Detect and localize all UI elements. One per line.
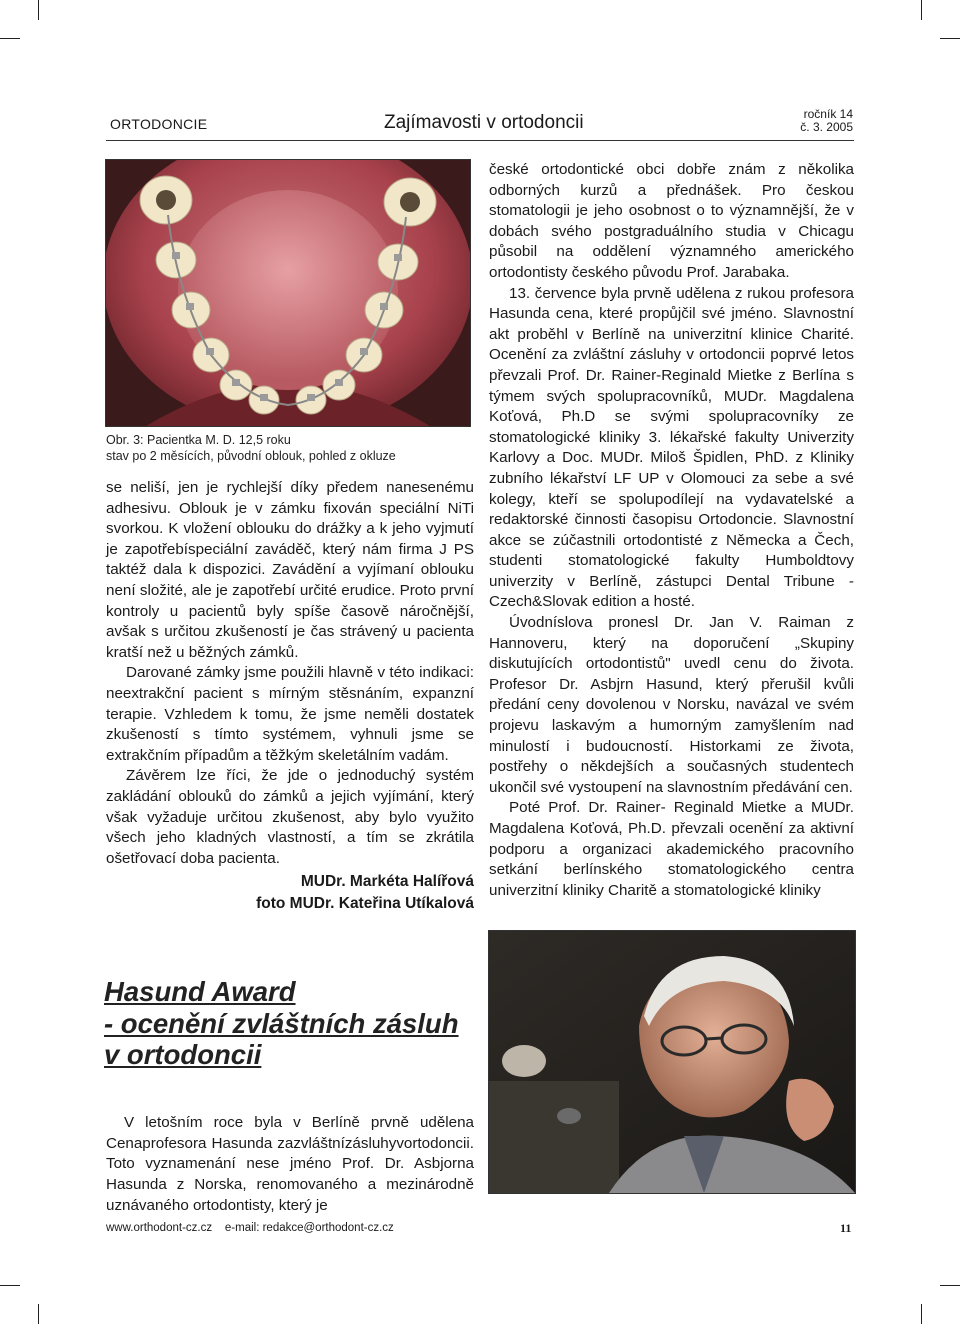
crop-mark <box>940 38 960 39</box>
heading-line: - ocenění zvláštních zásluh <box>104 1007 459 1039</box>
dental-photo <box>105 159 471 427</box>
heading-line: v ortodoncii <box>104 1039 262 1070</box>
figure-caption <box>106 432 476 464</box>
page-title: Zajímavosti v ortodoncii <box>384 112 584 133</box>
website-link[interactable]: www.orthodont-cz.cz <box>106 1222 213 1234</box>
paragraph: se neliší, jen je rychlejší díky předem nanesenému adhesivu. Oblouk je v zámku fixován speciální NiTi svorkou. K vložení oblouku do drážky a k jeho vyjmutí je zapotřebíspeciální zaváděč, který nám firma J PS taktéž dala k dispozici. Zavádění a vyjímaní oblouku není složité, ale je zapotřebí určité erudice. Proto první kontroly u pacientů byly spíše časově náročnější, avšak s určitou zkušeností je čas strávený u pacienta kratší než u běžných zámků. <box>106 479 474 661</box>
email-link[interactable]: e-mail: redakce@orthodont-cz.cz <box>224 1222 394 1234</box>
page-header <box>108 104 853 138</box>
paragraph: Poté Prof. Dr. Rainer- Reginald Mietke a MUDr. Magdalena Koťová, Ph.D. převzali ocenění za aktivní podporu a organizaci akademického pracovního setkání berlínského stomatologického centra univerzitní kliniky Charitě a stomatologické kliniky <box>489 799 854 899</box>
paragraph: 13. července byla prvně udělena z rukou profesora Hasunda cena, které propůjčil své jméno. Slavnostní akt proběhl v Berlíně na univerzitní klinice Charité. Ocenění za zvláštní zásluhy v ortodoncii poprvé letos převzali Prof. Dr. Rainer-Reginald Mietke z Berlína s týmem svých spolupracovníků, MUDr. Magdalena Koťová, Ph.D se svými spolupracovníky ze stomatologické kliniky 3. lékařské fakulty Univerzity Karlovy a Doc. MUDr. Miloš Špidlen, PhD. z Kliniky zubního lékařství LF UP v Olomouci za sebe a své kolegy, kteří se spolupodílejí na vydavatelské a redaktorské činnosti časopisu Ortodoncie. Slavnostní akce se zúčastnili ortodontisté z Německa a Čech, studenti stomatologické fakulty Humboldtovy univerzity v Berlíně, zástupci Dental Tribune - Czech&Slovak edition a hosté. <box>489 284 854 611</box>
paragraph: české ortodontické obci dobře znám z několika odborných kurzů a přednášek. Pro českou stomatologii je jeho osobnost o to významnější, že v dobách svého postgraduálního studia v Chicagu působil na oddělení významného amerického ortodontisty českého původu Prof. Jarabaka. <box>489 161 854 281</box>
crop-mark <box>921 1304 922 1324</box>
right-column <box>489 160 854 901</box>
paragraph: Úvodnísl‌ova pronesl Dr. Jan V. Raiman z Hannoveru, který na doporučení „Skupiny diskutujících ortodontistů" uvedl cenu do života. Profesor Dr. Asbjrn Hasund, který přerušil kvůli předání ceny dovolenou v Norsku, navázal ve svém projevu laskavým a humorným zamyšlením nad minulostí i budoucností. Historkami ze života, postřehy o někdejších a současných studentech ukončil své vystoupení na slavnostním předávání cen. <box>489 614 854 796</box>
caption-line: Obr. 3: Pacientka M. D. 12,5 roku <box>106 433 291 447</box>
paragraph: Závěrem lze říci, že jde o jednoduchý systém zakládání oblouků do zámků a jejich vyjímání, který však vyžaduje určitou zkušenost, aby bylo využito všech jeho kladných vlastností, a tím se zkrátila ošetřovací doba pacienta. <box>106 767 474 867</box>
crop-mark <box>921 0 922 20</box>
author-name: MUDr. Markéta Halířová <box>300 873 474 891</box>
crop-mark <box>0 38 20 39</box>
article-heading <box>104 976 484 1071</box>
author-signature <box>106 871 474 915</box>
issue-info <box>800 108 853 134</box>
volume-label: ročník 14 <box>803 107 853 121</box>
heading-line: Hasund Award <box>104 976 296 1007</box>
left-column <box>106 478 474 915</box>
page-footer <box>106 1222 394 1234</box>
portrait-photo <box>488 930 856 1194</box>
paragraph: Darované zámky jsme použili hlavně v této indikaci: neextrakční pacient s mírným stěsnáním, expanzní terapie. Vzhledem k tomu, že jsme neměli dostatek zkušeností s tímto systémem, vyhnuli jsme se extrakčním případům a těžkým skeletálním vadám. <box>106 664 474 764</box>
article-intro: V letošním roce byla v Berlíně prvně udělena Cenaprofesora Hasunda zazvláštnízásluhyvortodoncii. Toto vyznamenání nese jméno Prof. Dr. Asbjorna Hasunda z Norska, renomovaného a mezinárodně uznávaného ortodontisty, který je <box>106 1114 474 1214</box>
crop-mark <box>0 1285 20 1286</box>
crop-mark <box>940 1285 960 1286</box>
photo-credit: foto MUDr. Kateřina Utíkalová <box>256 895 474 913</box>
crop-mark <box>38 0 39 20</box>
header-divider <box>106 140 854 141</box>
issue-label: č. 3. 2005 <box>800 120 853 134</box>
page-number: 11 <box>840 1221 852 1235</box>
crop-mark <box>38 1304 39 1324</box>
section-label: ORTODONCIE <box>110 116 208 132</box>
caption-line: stav po 2 měsících, původní oblouk, pohled z okluze <box>106 449 396 463</box>
